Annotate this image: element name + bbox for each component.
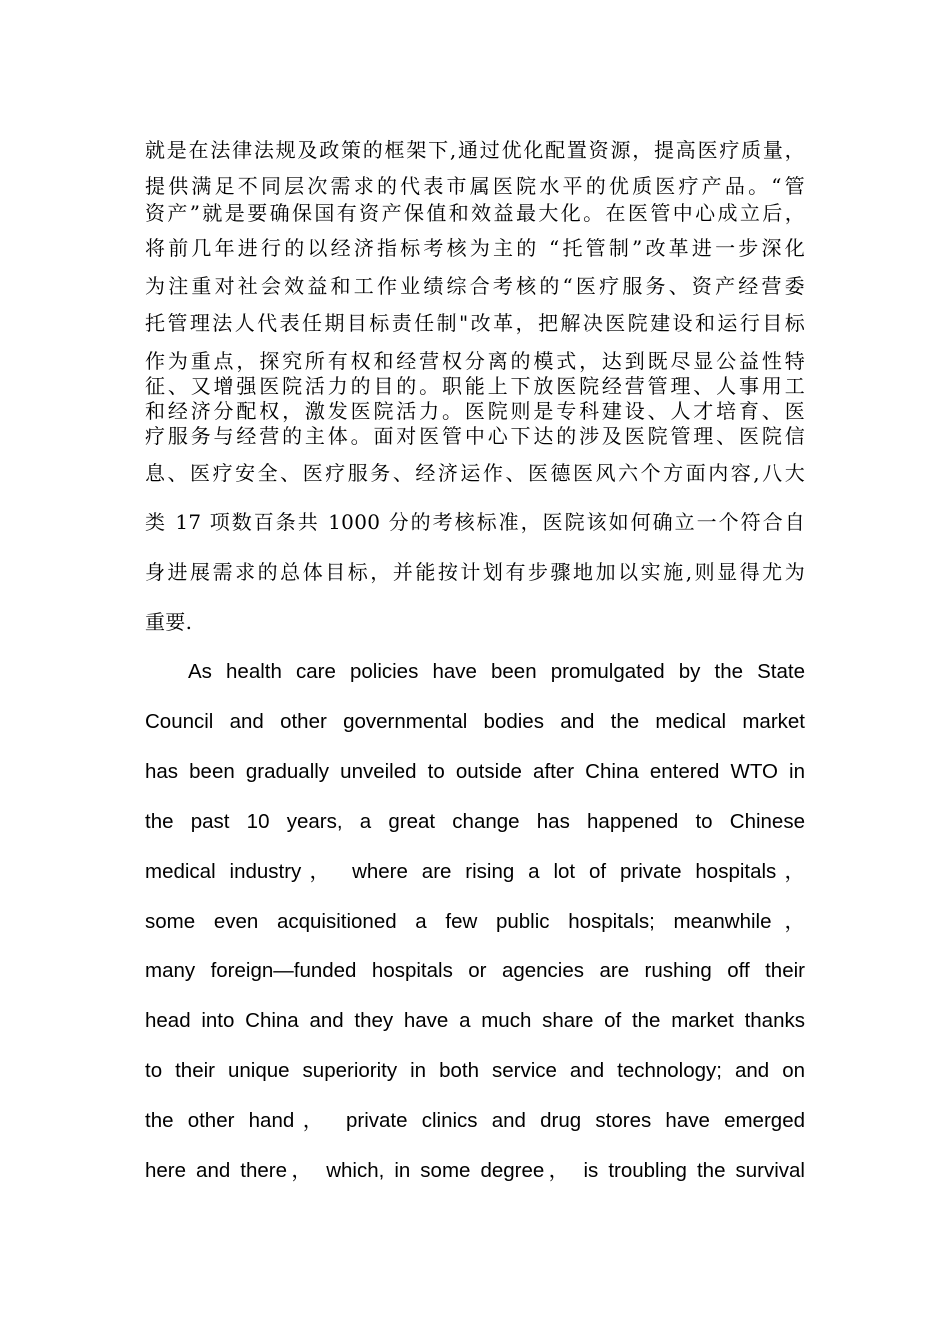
chinese-text-line: 重要.	[145, 610, 193, 634]
english-text-line: head into China and they have a much share of the market thanks	[145, 1009, 805, 1032]
chinese-text-line: 和经济分配权，激发医院活力。医院则是专科建设、人才培育、医	[145, 399, 805, 423]
chinese-text-line: 疗服务与经营的主体。面对医管中心下达的涉及医院管理、医院信	[145, 424, 805, 448]
chinese-text-line: 息、医疗安全、医疗服务、经济运作、医德医风六个方面内容,八大	[145, 461, 805, 485]
chinese-text-line: 类 17 项数百条共 1000 分的考核标准，医院该如何确立一个符合自	[145, 510, 805, 534]
english-text-line: the other hand， private clinics and drug stores have emerged	[145, 1109, 805, 1132]
chinese-text-line: 就是在法律法规及政策的框架下,通过优化配置资源，提高医疗质量，	[145, 138, 805, 162]
chinese-text-line: 为注重对社会效益和工作业绩综合考核的“医疗服务、资产经营委	[145, 274, 805, 298]
english-text-line: some even acquisitioned a few public hospitals; meanwhile，	[145, 910, 805, 933]
english-text-line: medical industry， where are rising a lot of private hospitals，	[145, 860, 805, 883]
english-text-line: many foreign—funded hospitals or agencies are rushing off their	[145, 959, 805, 982]
english-text-line: the past 10 years, a great change has happened to Chinese	[145, 810, 805, 833]
english-text-line: As health care policies have been promulgated by the State	[188, 660, 805, 683]
chinese-text-line: 资产”就是要确保国有资产保值和效益最大化。在医管中心成立后，	[145, 201, 805, 225]
chinese-text-line: 托管理法人代表任期目标责任制"改革，把解决医院建设和运行目标	[145, 311, 805, 335]
english-text-line: has been gradually unveiled to outside after China entered WTO in	[145, 760, 805, 783]
chinese-text-line: 征、又增强医院活力的目的。职能上下放医院经营管理、人事用工	[145, 374, 805, 398]
english-text-line: here and there， which, in some degree， is troubling the survival	[145, 1159, 805, 1182]
chinese-text-line: 将前几年进行的以经济指标考核为主的 “托管制”改革进一步深化	[145, 236, 805, 260]
chinese-text-line: 身进展需求的总体目标，并能按计划有步骤地加以实施,则显得尤为	[145, 560, 805, 584]
chinese-text-line: 作为重点，探究所有权和经营权分离的模式，达到既尽显公益性特	[145, 349, 805, 373]
english-text-line: Council and other governmental bodies and the medical market	[145, 710, 805, 733]
chinese-text-line: 提供满足不同层次需求的代表市属医院水平的优质医疗产品。“管	[145, 174, 805, 198]
english-text-line: to their unique superiority in both service and technology; and on	[145, 1059, 805, 1082]
